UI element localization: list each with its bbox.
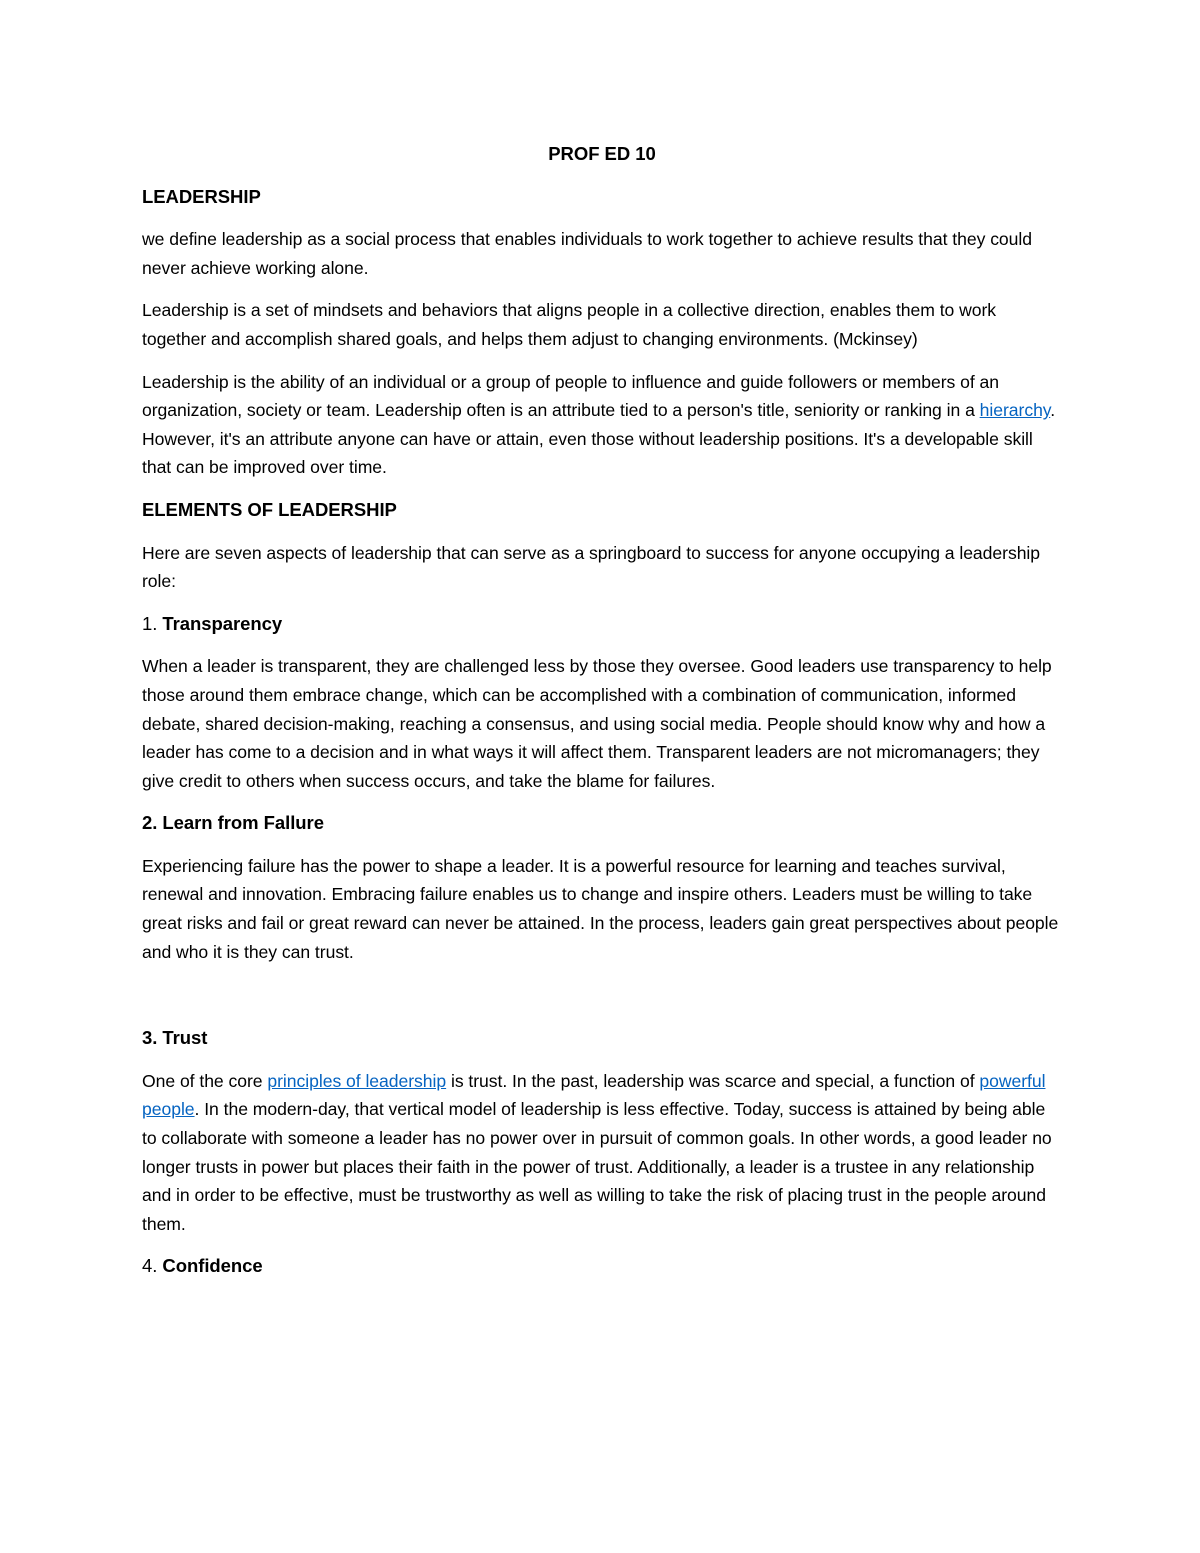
trust-heading: 3. Trust <box>142 1027 208 1049</box>
failure-body: Experiencing failure has the power to shape a leader. It is a powerful resource for learning and teaches survival, renewal and innovation. Embracing failure enables us to change and inspire others. Leaders must be willing to take great risks and fail or great reward can never be attained. In the process, leaders gain great perspectives about people and who it is they can trust. <box>142 855 1059 962</box>
elements-heading: ELEMENTS OF LEADERSHIP <box>142 498 397 520</box>
transparency-body: When a leader is transparent, they are challenged less by those they oversee. Good leaders use transparency to help those around them embrace change, which can be accomplished with a combination of communication, informed debate, shared decision-making, reaching a consensus, and using social media. People should know why and how a leader has come to a decision and in what ways it will affect them. Transparent leaders are not micromanagers; they give credit to others when success occurs, and take the blame for failures. <box>142 656 1052 791</box>
trust-body <box>142 1067 1062 1239</box>
transparency-label: Transparency <box>162 612 283 634</box>
trust-body-text-c: . In the modern-day, that vertical model of leadership is less effective. Today, success is attained by being able to collaborate with someone a leader has no power over in pursuit of common goals. In other words, a good leader no longer trusts in power but places their faith in the power of trust. Additionally, a leader is a trustee in any relationship and in order to be effective, must be trustworthy as well as willing to take the risk of placing trust in the people around them. <box>142 1099 1052 1234</box>
leadership-heading: LEADERSHIP <box>142 185 261 207</box>
leadership-definition-3 <box>142 368 1062 482</box>
hierarchy-link[interactable]: hierarchy <box>979 400 1051 421</box>
principles-of-leadership-link[interactable]: principles of leadership <box>267 1070 447 1091</box>
leadership-definition-2: Leadership is a set of mindsets and behaviors that aligns people in a collective direction, enables them to work together and accomplish shared goals, and helps them adjust to changing environments. (Mckinsey) <box>142 300 997 349</box>
transparency-heading <box>142 610 1062 639</box>
blank-line <box>142 980 1062 1024</box>
confidence-label: Confidence <box>162 1255 263 1277</box>
powerful-people-link[interactable]: powerful people <box>142 1070 1046 1120</box>
document-title: PROF ED 10 <box>548 143 656 164</box>
leadership-definition-3-text-a: Leadership is the ability of an individual or a group of people to influence and guide followers or members of an organization, society or team. Leadership often is an attribute tied to a person's title, seniority or ranking in a <box>142 371 999 421</box>
confidence-number: 4. <box>142 1255 163 1277</box>
leadership-definition-3-text-b: . However, it's an attribute anyone can have or attain, even those without leadership positions. It's a developable skill that can be improved over time. <box>142 400 1056 478</box>
elements-intro: Here are seven aspects of leadership that can serve as a springboard to success for anyone occupying a leadership role: <box>142 542 1041 592</box>
leadership-definition-1: we define leadership as a social process that enables individuals to work together to achieve results that they could never achieve working alone. <box>142 229 1032 278</box>
trust-body-text-a: One of the core <box>142 1070 268 1091</box>
confidence-heading <box>142 1252 1062 1281</box>
failure-heading: 2. Learn from Fallure <box>142 812 324 834</box>
trust-body-text-b: is trust. In the past, leadership was scarce and special, a function of <box>446 1070 980 1091</box>
document-page <box>142 140 1062 1295</box>
transparency-number: 1. <box>142 612 163 634</box>
